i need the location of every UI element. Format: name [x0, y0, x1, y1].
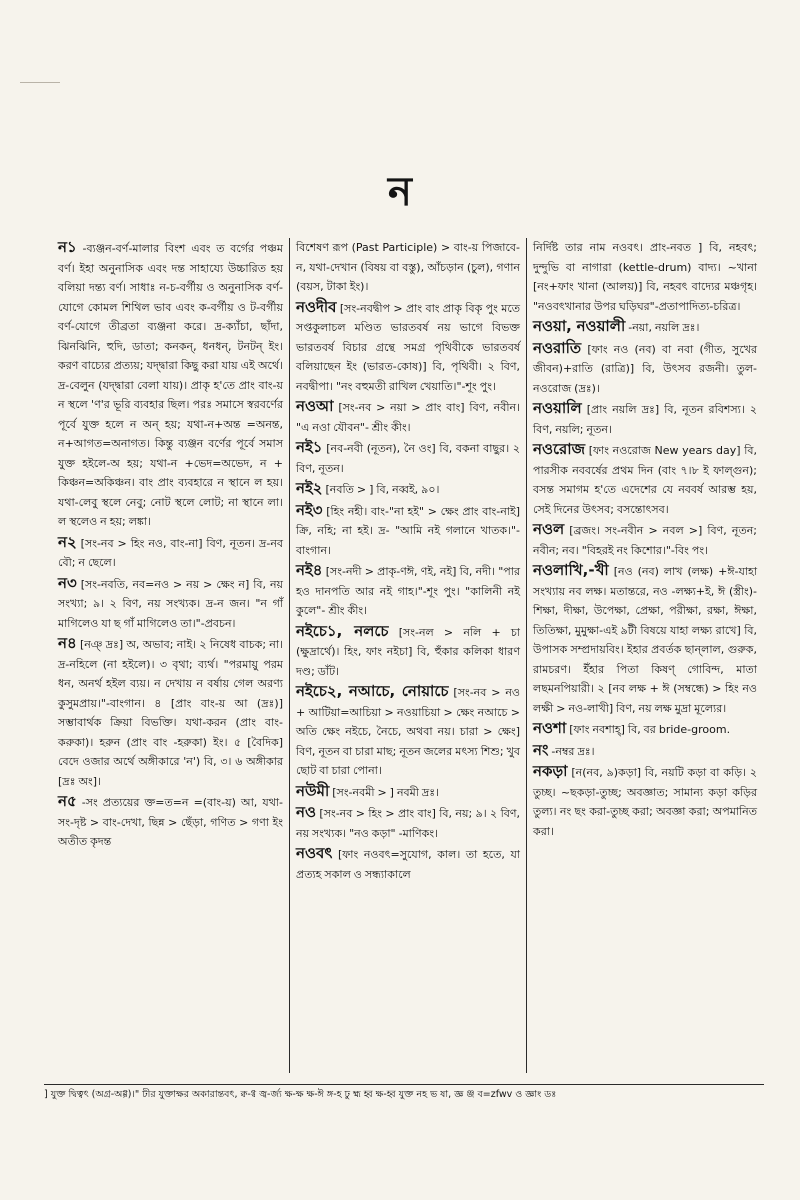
dictionary-entry	[533, 399, 757, 439]
entry-headword: নং	[533, 740, 549, 759]
entry-headword: ন৫	[58, 792, 77, 810]
dictionary-entry	[533, 561, 757, 718]
dictionary-entry	[296, 561, 520, 621]
dictionary-entry	[58, 792, 283, 852]
page-heading: ন	[388, 168, 412, 215]
entry-definition: [সং-নবতি, নব=নও > নয় > ক্ষেং ন] বি, নয় সংখ্যা; ৯। ২ বিণ, নয় সংখ্যক। দ্র-ন জন। "ন গাঁ মাগিলেও যা ছ গাঁ মাগিলেও তা।"-প্রবচন।	[58, 577, 283, 630]
dictionary-entry	[296, 844, 520, 884]
entry-definition: [ফাং নবশাহ্] বি, বর bride-groom.	[569, 723, 731, 736]
dictionary-entry	[58, 634, 283, 791]
dictionary-columns	[52, 238, 764, 1073]
entry-definition: [সং-নব > নও + আটিয়া=আচিয়া > নওয়াচিয়া > ক্ষেং নআচে > অতি ক্ষেং নইচে, নৈচে, অথবা নয়। চারা > ক্ষেং] বিণ, নূতন বা চারা মাছ; নূতন জলের মৎস্য শিশু; খুব ছোট বা চারা পোনা।	[296, 686, 520, 777]
dictionary-entry	[296, 438, 520, 478]
entry-headword: নওরাতি	[533, 338, 582, 357]
entry-definition: -নম্বর দ্রঃ।	[551, 744, 595, 758]
dictionary-entry	[296, 501, 520, 561]
entry-definition: নির্দিষ্ট তার নাম নওবৎ। প্রাং-নবত ] বি, নহবৎ; দুন্দুভি বা নাগারা (kettle-drum) বাদ্য। ~খানা [নং+ফাং খানা (আলয়)] বি, নহবৎ বাদ্যের মঞ্চগৃহ। "নওবৎখানার উপর ঘড়িঘর"-প্রতাপাদিত্য-চরিত্র।	[533, 241, 757, 313]
entry-definition: [হিং নহী। বাং-"না হই" > ক্ষেং প্রাং বাং-নাই] ক্রি, নহি; না হই। দ্র- "আমি নই গলানে খাতক।"-বাংগান।	[296, 504, 520, 557]
dictionary-entry	[296, 238, 520, 297]
entry-headword: ন১	[58, 238, 77, 256]
dictionary-entry	[296, 803, 520, 843]
entry-headword: নই১	[296, 438, 323, 456]
dictionary-entry	[533, 339, 757, 399]
entry-headword: নকড়া	[533, 762, 568, 780]
dictionary-entry	[533, 741, 757, 762]
entry-headword: ন২	[58, 532, 77, 551]
entry-definition: [সং-নব > হিং > প্রাং বাং] বি, নয়; ৯। ২ বিণ, নয় সংখ্যক। "নও কড়া" -মাণিকং।	[296, 807, 520, 840]
dictionary-entry	[533, 238, 757, 316]
entry-definition: [নও (নব) লাখ (লক্ষ) +ঈ-যাহা সংখ্যায় নব লক্ষ। মতান্তরে, নও -লক্ষ্য+ই, ঈ (স্ত্রীং)-শিক্ষা, দীক্ষা, উপেক্ষা, প্রেক্ষা, পরীক্ষা, রক্ষা, ঈক্ষা, তিতিক্ষা, মুমুক্ষা-এই ৯টী বিষয়ে যাহা লক্ষ্য রাখে] বি, উপাসক সম্প্রদায়বিং। ইহার প্রবর্তক ছান্লাল, গুরুক, রামচরণ। ইঁহার পিতা কিষণ্ গোবিন্দ, মাতা লছমনপিয়ারী। ২ [নব লক্ষ + ঈ (সম্বন্ধে) > হিং নও লক্ষী > নও-লাখী] বিণ, নয় লক্ষ মুদ্রা মূল্যের।	[533, 565, 758, 715]
entry-headword: নই৪	[296, 561, 323, 579]
entry-definition: -সং প্রত্যয়ের ক্ত=ত=ন =(বাং-য়) আ, যথা-সং-দৃষ্ট > বাং-দেখা, ছিন্ন > ছেঁড়া, গণিত > গণা ইং অতীত কৃদন্ত	[58, 796, 283, 848]
entry-headword: নইচে২, নআচে, নোয়াচে	[296, 682, 449, 700]
dictionary-entry	[58, 574, 283, 634]
dictionary-entry	[296, 622, 520, 682]
entry-definition: [ফাং নওরোজ New years day] বি, পারসীক নববর্ষের প্রথম দিন (বাং ৭।৮ ই ফাল্গুন); বসন্ত সমাগম হ'তে এদেশের যে নববর্ষ আরম্ভ হয়, সেই দিনের উৎসব; বসন্তোৎসব।	[533, 444, 757, 516]
dictionary-entry	[296, 479, 520, 500]
entry-headword: নওআ	[296, 397, 334, 415]
entry-headword: নউমী	[296, 781, 330, 800]
entry-headword: নওদীব	[296, 297, 337, 316]
entry-definition: -নয়া, নয়লি দ্রঃ।	[628, 321, 700, 334]
dictionary-entry	[296, 682, 520, 781]
entry-headword: নওয়া, নওয়ালী	[533, 317, 626, 335]
entry-headword: নওল	[533, 520, 565, 538]
entry-headword: নওয়ালি	[533, 399, 582, 417]
entry-definition: -ব্যঞ্জন-বর্ণ-মালার বিংশ এবং ত বর্গের পঞ্চম বর্ণ। ইহা অনুনাসিক এবং দন্ত সাহায্যে উচ্চারিত হয় বলিয়া দন্ত্য বর্ণ। সাধাঃ ন-চ-বর্গীয় ও অনুনাসিক বর্ণ-যোগে কোমল শিথিল ভাব এবং ক-বর্গীয় ও ট-বর্গীয় বর্ণ-যোগে তীব্রতা ব্যঞ্জনা করে। দ্র-ক্যাঁচা, ছাঁদা, ঝিনঝিনি, হুদি, ডাতা; কনকন্, ধনধন্, টনটন্ ইং। করণ বাচ্যের প্রত্যয়; যদ্দ্বারা কিছু করা যায় এই অর্থে। দ্র-বেলুন (যদ্দ্বারা বেলা যায়)। প্রাকৃ হ'তে প্রাং বাং-য় ন স্থলে 'ণ'র ভূরি ব্যবহার ছিল। পরঃ সমাসে স্বরবর্ণের পূর্বে যুক্ত হলে ন অন্ হয়; যথা-ন+অন্ত =অনন্ত, ন+আগত=অনাগত। কিন্তু ব্যঞ্জন বর্ণের পূর্বে সমাস যুক্ত হইলে-অ হয়; যথা-ন +ভেদ=অভেদ, ন + কিঞ্চন=অকিঞ্চন। বাং প্রাং ব্যবহারে ন স্থানে ল হয়। যথা-লেবু স্থলে নেবু; নোট স্থলে লোট; না স্থানে লা। ল স্থলেও ন হয়; লঙ্কা।	[58, 242, 283, 528]
dictionary-entry	[533, 719, 757, 740]
entry-headword: নওশা	[533, 719, 567, 737]
column-2	[289, 238, 526, 1073]
entry-definition: [নঞ্ দ্রঃ] অ, অভাব; নাই। ২ নিষেধ বাচক; না। দ্র-নহিলে (না হইলে)। ৩ বৃথা; ব্যর্থ। "পরমায়ু পরম ধন, অনর্থ হইল ব্যয়। ন দেখায় ন বর্ষায় গেল অরণ্য কুসুমপ্রায়।"-বাংগান। ৪ [প্রাং বাং-য় আ (দ্রঃ)] সম্ভাবার্থক ক্রিয়া বিভক্তি। যথা-করন (প্রাং বাং-করুকা)। হরুন (প্রাং বাং -হরুকা) ইং। ৫ [বৈদিক] বেদে ওজার অর্থে অঙ্গীকারে 'ন') বি, ৩। ৬ অঙ্গীকার [দ্রঃ অং]।	[58, 638, 283, 788]
entry-headword: ন৪	[58, 634, 77, 652]
entry-definition: [সং-নবমী > ] নবমী দ্রঃ।	[332, 785, 440, 799]
dictionary-entry	[58, 533, 283, 573]
entry-definition: [প্রাং নয়লি দ্রঃ] বি, নূতন রবিশস্য। ২ বিণ, নয়লি; নূতন।	[533, 403, 757, 436]
entry-headword: নইচে১, নলচে	[296, 621, 389, 640]
footer-note: ] যুক্ত দ্বিত্বৎ (অগ্র-অগ্গ)।" ঢীর যুক্তাক্ষর অকারান্তবৎ, ক্ব-গ্ব জ্ব-র্জ্য ক্ষ-ক্ষ ক্ষ-ঈ ঙ্গ-হ ঢু হ্ম হ্ব ক্ষ-হ্ব যুক্ত নহ ভ ষা, জ্ঞ ঞ্জ ব=zfwv ও জ্ঞাং ডঃ	[44, 1084, 764, 1103]
dictionary-entry	[296, 298, 520, 397]
entry-definition: [সং-নদী > প্রাকৃ-ণঈ, ণই, নই] বি, নদী। "পার হও দানপতি আর নই গাহ।"-শূং পুং। "কালিনী নই কুলে"- শ্রীং কীং।	[296, 565, 520, 617]
dictionary-entry	[58, 238, 283, 532]
entry-headword: নওলাখি,-খী	[533, 561, 609, 579]
entry-definition: [সং-নবদ্বীপ > প্রাং বাং প্রাকৃ বিকৃ পুং মতে সপ্তকুলাচল মণ্ডিত ভারতবর্ষ নয় ভাগে বিভক্ত ভারতবর্ষ বিচার গ্রন্থে সমগ্র পৃথিবীকে ভারতবর্ষ বলিয়াছেন ইং (ভারত-কোষ)] বি, পৃথিবী। ২ বিণ, নবদ্বীপা। "নং বহুমতী রাখিল খেয়াতি।"-শূং পুং।	[296, 301, 520, 393]
dictionary-entry	[296, 397, 520, 437]
entry-definition: [সং-নব > নয়া > প্রাং বাং] বিণ, নবীন। "এ নওা যৌবন"- শ্রীং কীং।	[296, 401, 521, 434]
dictionary-entry	[533, 762, 757, 841]
entry-headword: নই৩	[296, 500, 323, 519]
entry-definition: [ন(নব, ৯)কড়া] বি, নয়টি কড়া বা কড়ি। ২ তুচ্ছ। ~ছকড়া-তুচ্ছ; অবজ্ঞাত; সামান্য কড়া কড়ির তুল্য। নং ছং করা-তুচ্ছ করা; অবজ্ঞা করা; অপমানিত করা।	[533, 766, 758, 838]
entry-definition: [ফাং নওবৎ=সুযোগ, কাল। তা হতে, যা প্রত্যহ সকাল ও সন্ধ্যাকালে	[296, 848, 520, 881]
dictionary-entry	[533, 520, 757, 560]
entry-definition: [সং-নব > হিং নও, বাং-না] বিণ, নূতন। দ্র-নব বৌ; ন ছেলে।	[58, 536, 284, 569]
entry-headword: নওরোজ	[533, 440, 586, 458]
entry-definition: [সং-নল > নলি + চা (ক্ষুদ্রার্থে)। হিং, ফাং নইচা] বি, হুঁকার কলিকা ধারণ দণ্ড; ডাঁট।	[296, 625, 520, 678]
entry-definition: বিশেষণ রূপ (Past Participle) > বাং-য় পিজাবে-ন, যথা-দেখান (বিষয় বা বস্তু), আঁচড়ান (চুল), গণান (বয়স, টাকা ইং)।	[296, 241, 520, 293]
entry-headword: নওবৎ	[296, 844, 333, 862]
page-mark	[20, 82, 60, 83]
entry-headword: ন৩	[58, 573, 77, 592]
column-3	[526, 238, 763, 1073]
dictionary-entry	[533, 440, 757, 519]
entry-headword: নই২	[296, 479, 323, 497]
entry-definition: [নবতি > ] বি, নব্বই, ৯০।	[325, 483, 440, 496]
dictionary-entry	[296, 782, 520, 803]
column-1	[52, 238, 289, 1073]
entry-headword: নও	[296, 803, 316, 821]
entry-definition: [ফাং নও (নব) বা নবা (গীত, সুখের জীবন)+রাতি (রাত্রি)] বি, উৎসব রজনী। তুল-নওরোজ (দ্রঃ)।	[533, 342, 758, 395]
entry-definition: [নব-নবী (নূতন), নৈ ওং] বি, বকনা বাছুর। ২ বিণ, নূতন।	[296, 442, 520, 475]
entry-definition: [ব্রজং। সং-নবীন > নবল >] বিণ, নূতন; নবীন; নব। "বিহরই নং কিশোর।"-বিং পং।	[533, 524, 757, 557]
dictionary-entry	[533, 317, 757, 338]
